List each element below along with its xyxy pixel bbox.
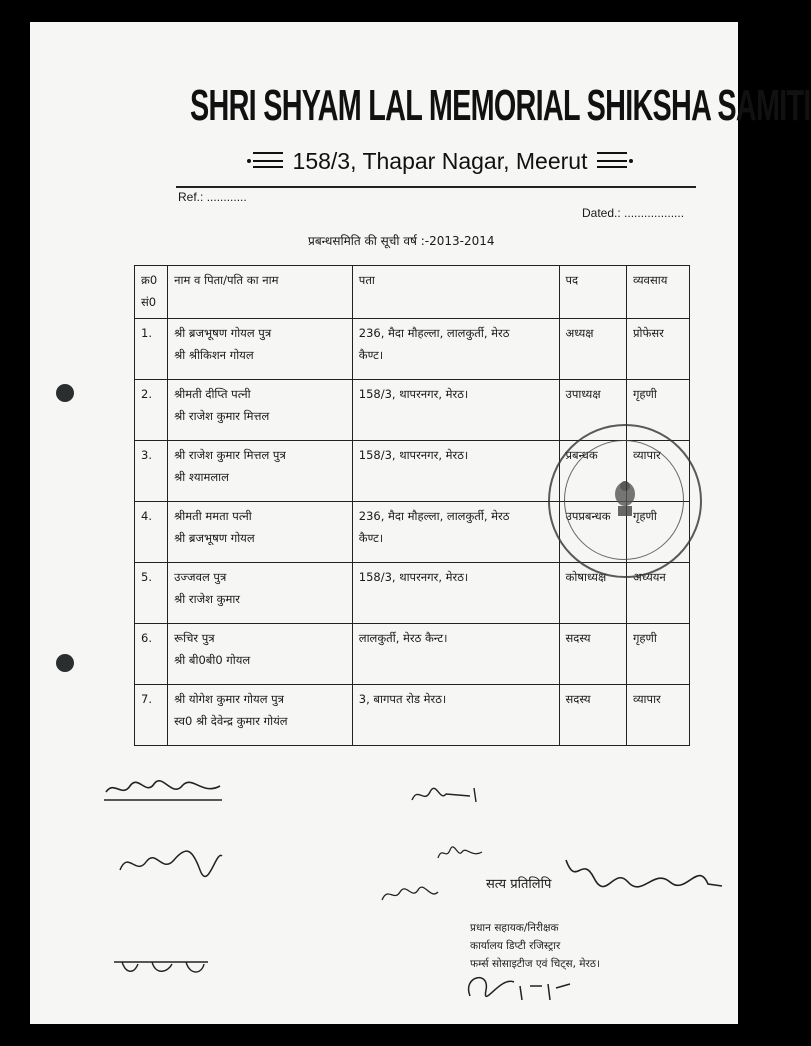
cell-name [168,440,353,501]
cell-address-text: 236, मैदा मौहल्ला, लालकुर्ती, मेरठ [358,325,510,340]
punch-hole [56,384,74,402]
header-post: पद [559,266,626,319]
cell-serial-text: 3. [141,447,152,462]
cell-name [168,318,353,379]
cell-name-text: रूचिर पुत्र [174,630,215,645]
cell-address-text: 158/3, थापरनगर, मेरठ। [358,447,469,462]
signature-deepti [380,882,440,906]
cell-post-text: कोषाध्यक्ष [565,569,607,584]
cell-post [559,623,626,684]
signature-mamta [436,844,486,862]
document-page [30,22,811,1024]
cell-name-text: श्री राजेश कुमार मित्तल [174,408,270,423]
cell-post-text: उपप्रबन्धक [565,508,611,523]
cell-occupation [626,318,689,379]
handwritten-note-signature [102,774,232,804]
org-address: 158/3, Thapar Nagar, Meerut [292,147,588,174]
cell-serial [135,684,168,745]
org-title: SHRI SHYAM LAL MEMORIAL SHIKSHA SAMITI [190,82,811,130]
cell-serial-text: 5. [141,569,152,584]
emblem-icon [610,476,640,520]
cell-occupation-text: व्यापार [632,447,661,462]
table-row [135,684,690,745]
cell-address-text: कैण्ट। [358,530,384,545]
cell-address-text: कैण्ट। [358,347,384,362]
cell-address [352,379,559,440]
cell-post-text: सदस्य [565,630,591,645]
attested-true-copy: सत्य प्रतिलिपि [486,877,552,892]
dated-field [582,206,684,220]
signature-shalini [116,840,226,882]
stamp-line-1: प्रधान सहायक/निरीक्षक [470,922,559,934]
attestation-stamp [470,920,600,974]
cell-post [559,318,626,379]
stamp-line-3: फर्म्स सोसाइटीज एवं चिट्स, मेरठ। [470,957,600,970]
cell-post-text: अध्यक्ष [565,325,594,340]
header-occupation: व्यवसाय [626,266,689,319]
cell-address [352,684,559,745]
header-serial: क्र0 सं0 [135,266,168,319]
signature-attesting-officer [558,848,728,898]
official-seal [548,424,702,578]
cell-address [352,318,559,379]
cell-name [168,562,353,623]
dated-value: .................. [624,206,685,220]
right-lines-icon [597,152,633,170]
cell-name-text: श्री ब्रजभूषण गोयल [174,530,255,545]
cell-name-text: श्री ब्रजभूषण गोयल पुत्र [174,325,272,340]
ref-field [178,190,247,204]
signature-rekha [112,952,212,978]
ref-label: Ref.: [178,190,204,204]
cell-address-text: लालकुर्ती, मेरठ कैन्ट। [358,630,448,645]
cell-address [352,623,559,684]
cell-serial [135,501,168,562]
cell-name [168,501,353,562]
cell-name [168,379,353,440]
cell-name [168,623,353,684]
cell-name-text: श्री राजेश कुमार मित्तल पुत्र [174,447,286,462]
cell-occupation-text: गृहणी [632,386,657,401]
left-lines-icon [247,152,283,170]
cell-occupation-text: प्रोफेसर [632,325,664,340]
stamp-line-2: कार्यालय डिप्टी रजिस्ट्रार [470,939,561,952]
cell-occupation-text: गृहणी [632,508,657,523]
cell-address-text: 158/3, थापरनगर, मेरठ। [358,569,469,584]
cell-serial-text: 2. [141,386,152,401]
cell-address [352,501,559,562]
cell-address [352,562,559,623]
header-address: पता [352,266,559,319]
table-header-row [135,266,690,319]
cell-serial-text: 6. [141,630,152,645]
cell-address-text: 236, मैदा मौहल्ला, लालकुर्ती, मेरठ [358,508,510,523]
cell-serial-text: 4. [141,508,152,523]
cell-name [168,684,353,745]
cell-name-text: श्री योगेश कुमार गोयल पुत्र [174,691,285,706]
cell-name-text: श्री श्रीकिशन गोयल [174,347,254,362]
cell-post-text: उपाध्यक्ष [565,386,601,401]
cell-post [559,684,626,745]
cell-occupation [626,623,689,684]
signature-bbl [410,784,490,808]
cell-address-text: 3, बागपत रोड मेरठ। [358,691,447,706]
cell-name-text: श्री राजेश कुमार [174,591,241,606]
cell-name-text: श्रीमती ममता पत्नी [174,508,252,523]
dated-label: Dated.: [582,206,621,220]
address-row [220,144,660,178]
letterhead-rule [176,186,696,188]
header-name: नाम व पिता/पति का नाम [168,266,353,319]
cell-address-text: 158/3, थापरनगर, मेरठ। [358,386,469,401]
cell-occupation-text: गृहणी [632,630,657,645]
cell-name-text: श्री बी0बी0 गोयल [174,652,251,667]
cell-occupation [626,684,689,745]
cell-serial [135,623,168,684]
cell-serial [135,562,168,623]
cell-name-text: श्री श्यामलाल [174,469,229,484]
cell-name-text: उज्जवल पुत्र [174,569,227,584]
cell-name-text: श्रीमती दीप्ति पत्नी [174,386,251,401]
ref-value: ............ [206,190,247,204]
cell-serial [135,379,168,440]
cell-serial-text: 1. [141,325,152,340]
cell-post-text: सदस्य [565,691,591,706]
table-row [135,318,690,379]
list-title: प्रबन्धसमिति की सूची वर्ष :-2013-2014 [308,234,495,248]
cell-post-text: प्रबन्धक [565,447,598,462]
cell-serial [135,440,168,501]
cell-serial-text: 7. [141,691,152,706]
cell-name-text: स्व0 श्री देवेन्द्र कुमार गोयंल [174,713,288,728]
table-row [135,623,690,684]
cell-occupation-text: अध्ययन [632,569,666,584]
cell-address [352,440,559,501]
cell-serial [135,318,168,379]
cell-occupation-text: व्यापार [632,691,661,706]
punch-hole [56,654,74,672]
